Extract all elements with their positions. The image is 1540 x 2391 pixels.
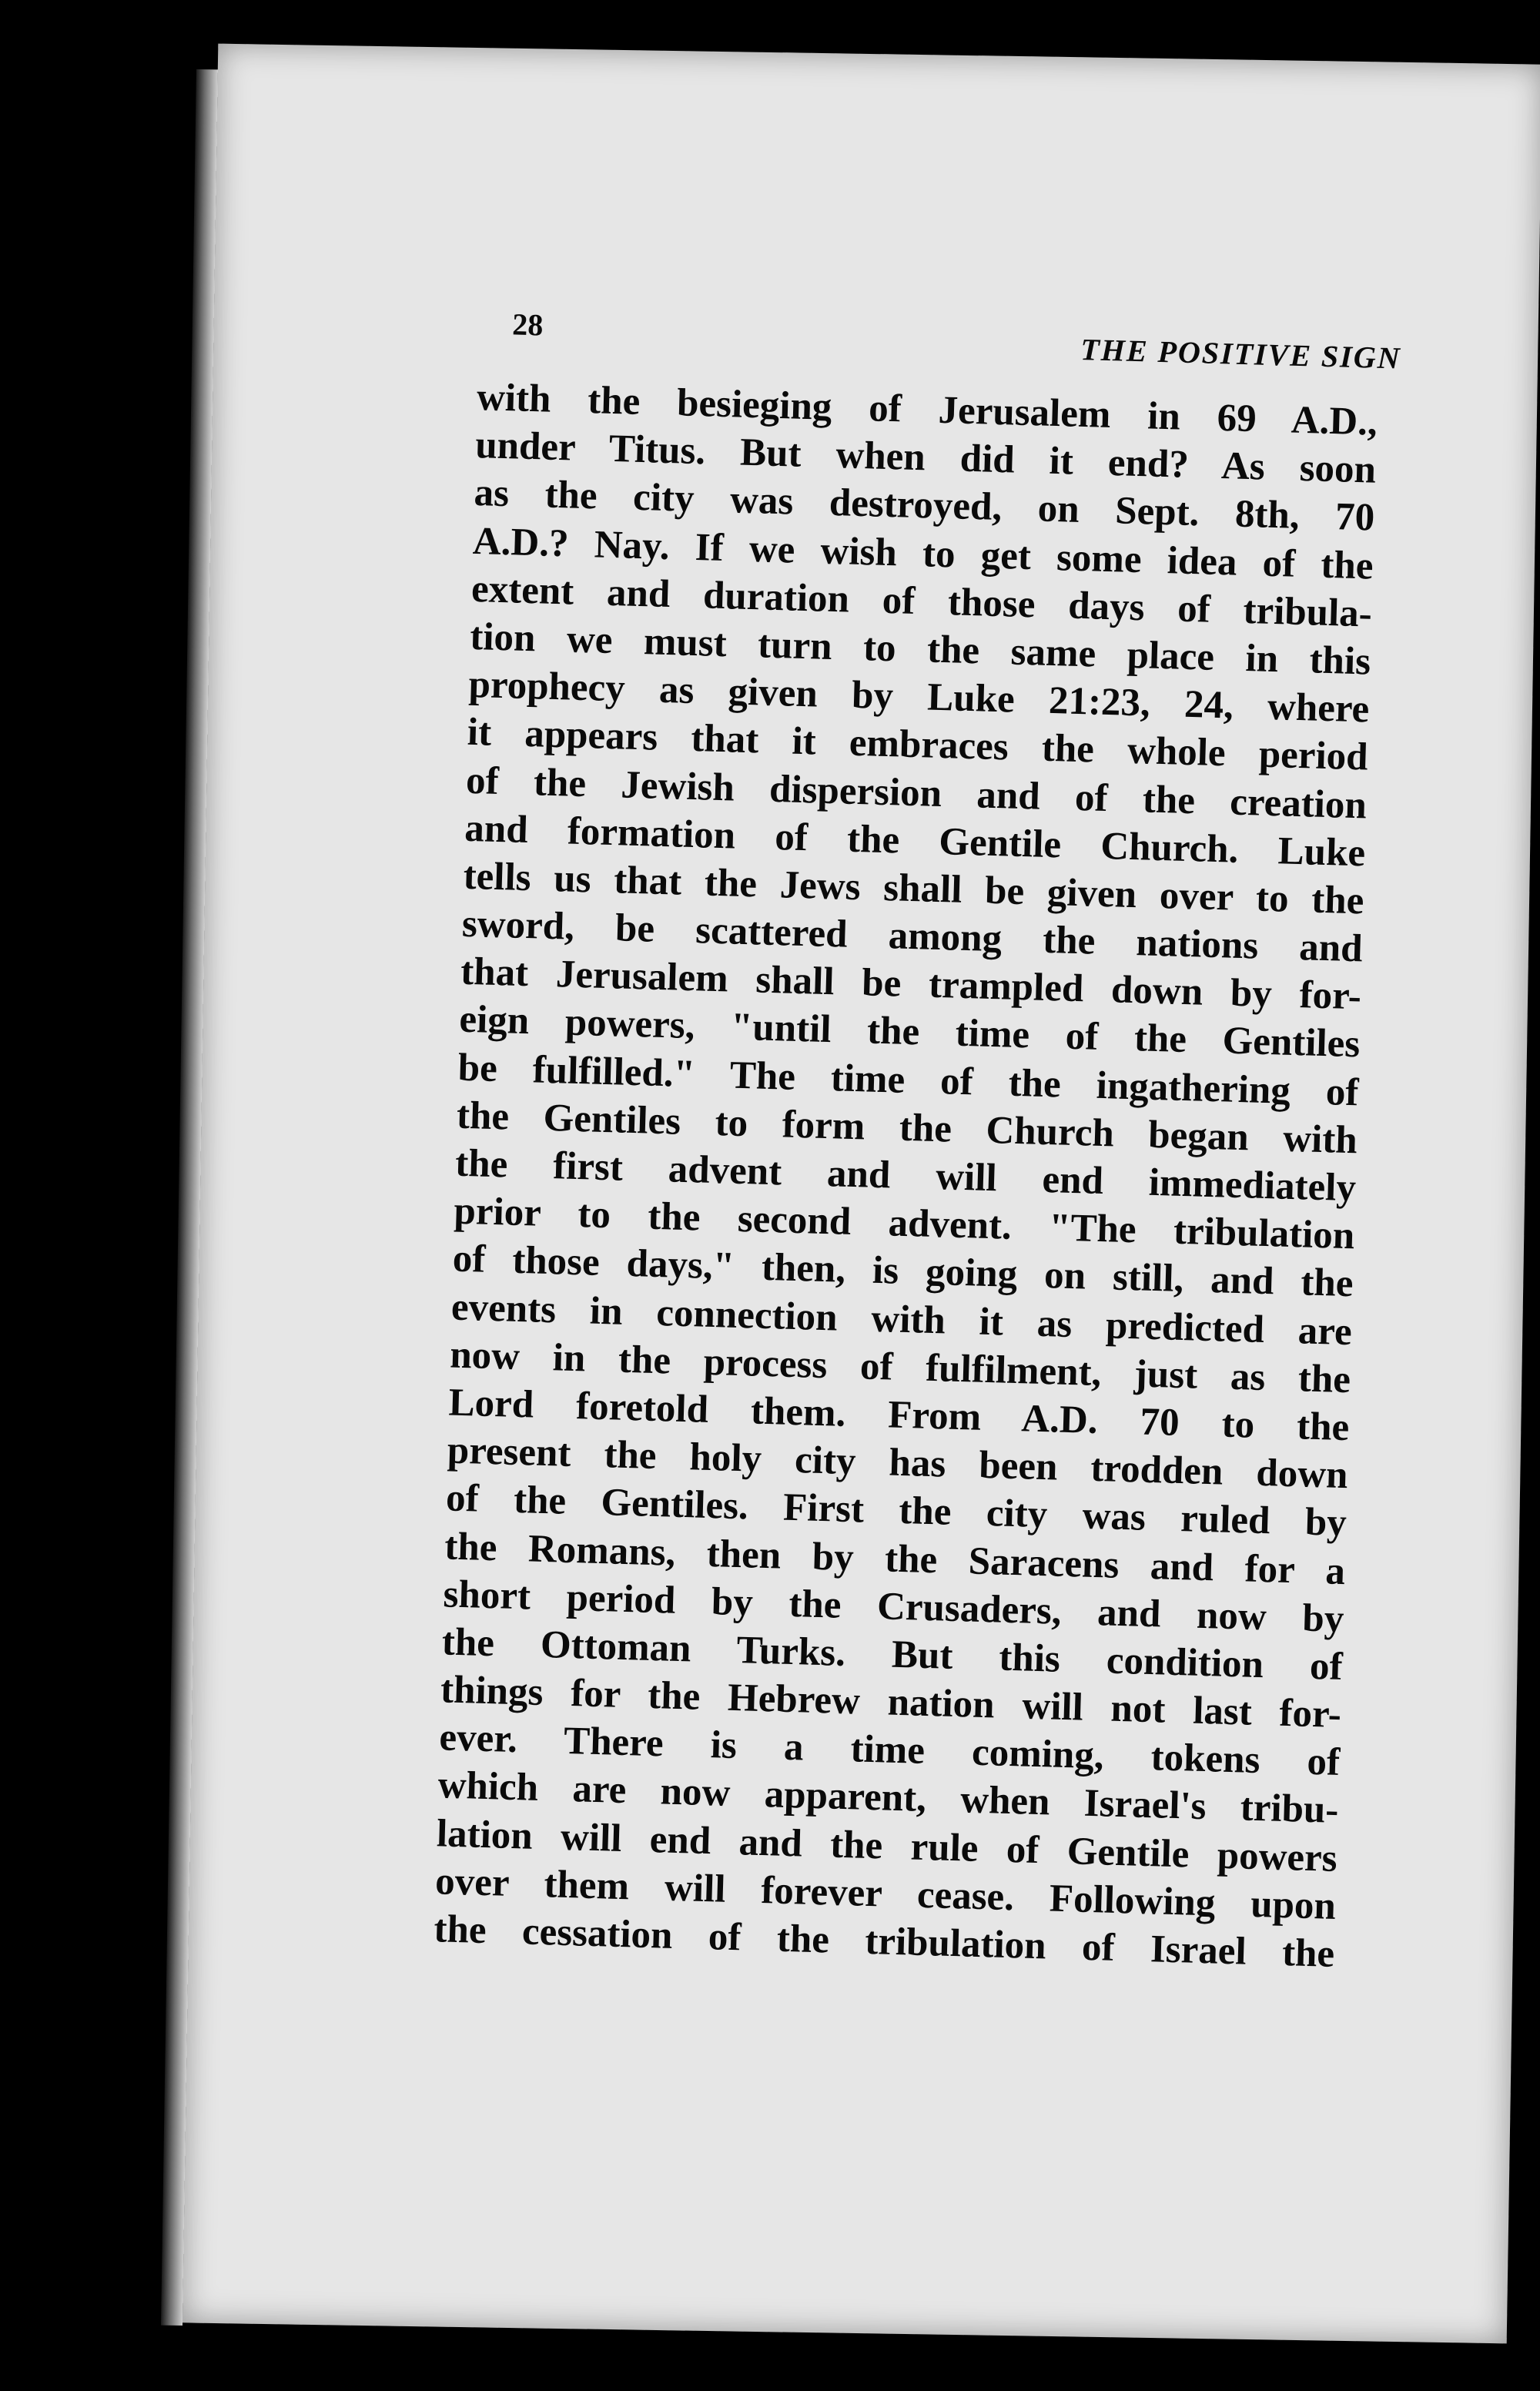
body-text bbox=[434, 373, 1378, 1978]
text-line: Lord foretold them. From A.D. 70 to the bbox=[447, 1381, 1350, 1450]
text-line: A.D.? Nay. If we wish to get some idea of the bbox=[472, 519, 1374, 588]
text-line: now in the process of fulfilment, just as the bbox=[449, 1333, 1351, 1401]
text-line: prior to the second advent. "The tribulation bbox=[453, 1189, 1355, 1258]
text-line: it appears that it embraces the whole period bbox=[467, 711, 1369, 779]
text-line: tells us that the Jews shall be given over to the bbox=[462, 854, 1365, 923]
text-line: with the besieging of Jerusalem in 69 A.D., bbox=[476, 375, 1378, 444]
text-line: as the city was destroyed, on Sept. 8th, 70 bbox=[473, 471, 1375, 540]
text-line: events in connection with it as predicted are bbox=[450, 1285, 1353, 1354]
text-line: of those days," then, is going on still, and the bbox=[452, 1237, 1354, 1306]
running-head: THE POSITIVE SIGN bbox=[1080, 332, 1402, 376]
text-line: which are now apparent, when Israel's tribu- bbox=[437, 1763, 1340, 1833]
text-line: over them will forever cease. Following upon bbox=[434, 1860, 1337, 1928]
text-line: extent and duration of those days of tribula- bbox=[470, 567, 1373, 636]
text-line: be fulfilled." The time of the ingathering of bbox=[457, 1046, 1360, 1114]
text-line: the first advent and will end immediately bbox=[454, 1141, 1357, 1211]
text-line: of the Gentiles. First the city was ruled by bbox=[445, 1476, 1348, 1545]
text-line: short period by the Crusaders, and now by bbox=[442, 1572, 1345, 1641]
text-line: and formation of the Gentile Church. Luke bbox=[464, 806, 1366, 876]
text-line: sword, be scattered among the nations and bbox=[461, 902, 1364, 971]
text-line: prophecy as given by Luke 21:23, 24, where bbox=[467, 662, 1371, 732]
text-line: under Titus. But when did it end? As soon bbox=[474, 424, 1377, 492]
text-line: the Gentiles to form the Church began with bbox=[456, 1093, 1358, 1163]
text-line: of the Jewish dispersion and of the creation bbox=[465, 758, 1368, 827]
text-line: the Ottoman Turks. But this condition of bbox=[441, 1620, 1344, 1689]
text-line: things for the Hebrew nation will not last for- bbox=[440, 1668, 1342, 1737]
text-line: the Romans, then by the Saracens and for a bbox=[444, 1524, 1346, 1593]
text-line: that Jerusalem shall be trampled down by for- bbox=[460, 949, 1362, 1019]
text-line: ever. There is a time coming, tokens of bbox=[438, 1716, 1341, 1785]
page-number: 28 bbox=[511, 306, 544, 343]
text-line: tion we must turn to the same place in this bbox=[469, 614, 1371, 684]
text-line: eign powers, "until the time of the Gentiles bbox=[458, 998, 1361, 1067]
text-line: the cessation of the tribulation of Israel the bbox=[433, 1907, 1335, 1976]
text-line: present the holy city has been trodden down bbox=[447, 1428, 1349, 1498]
text-line: lation will end and the rule of Gentile powers bbox=[436, 1811, 1338, 1880]
